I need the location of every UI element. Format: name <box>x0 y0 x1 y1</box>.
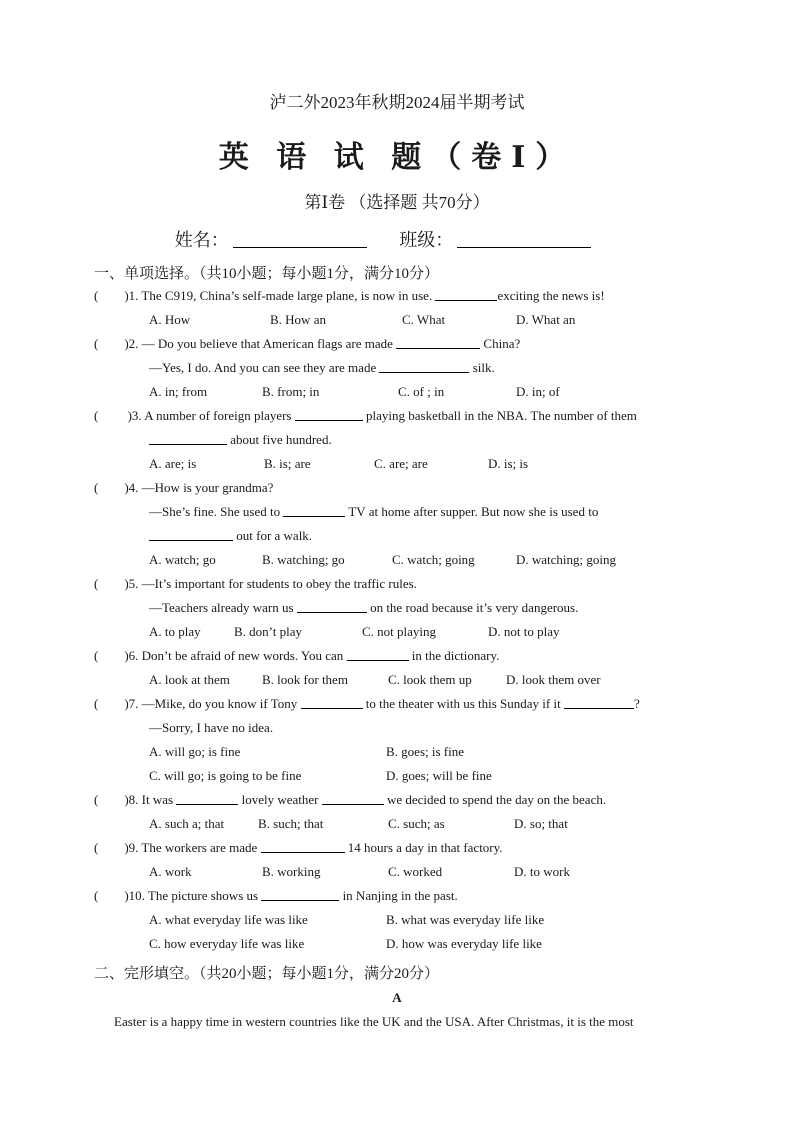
answer-blank <box>564 696 634 709</box>
answer-blank <box>301 696 363 709</box>
answer-bracket[interactable]: ( ) <box>94 696 129 711</box>
question-text: silk. <box>469 360 495 375</box>
question-text: on the road because it’s very dangerous. <box>366 600 579 615</box>
question-text: ? <box>633 696 640 711</box>
question-text: lovely weather <box>238 792 322 807</box>
name-label: 姓名： <box>174 230 229 250</box>
question-text: in the dictionary. <box>408 648 500 663</box>
answer-bracket[interactable]: ( ) <box>94 480 129 495</box>
option-d: D. goes; will be fine <box>386 768 492 783</box>
option-a: A. to play <box>149 624 201 639</box>
question-text: 5. —It’s important for students to obey the traffic rules. <box>128 576 417 591</box>
student-info <box>0 226 794 252</box>
option-a: A. look at them <box>149 672 230 687</box>
question-text: 7. —Mike, do you know if Tony <box>128 696 301 711</box>
subject-title: 英 语 试 题（卷Ⅰ） <box>218 141 576 174</box>
option-d: D. is; is <box>488 456 529 471</box>
question-text: 6. Don’t be afraid of new words. You can <box>128 648 347 663</box>
question-text: 10. The picture shows us <box>128 888 262 903</box>
option-c: C. watch; going <box>392 552 475 567</box>
name-blank[interactable] <box>233 231 367 248</box>
option-b: B. How an <box>270 312 326 327</box>
question-3 <box>94 408 637 424</box>
question-10 <box>94 888 458 904</box>
option-c: C. What <box>402 312 446 327</box>
answer-blank <box>379 360 469 373</box>
option-a: A. work <box>149 864 192 879</box>
question-2-line-2 <box>149 360 495 376</box>
option-a: A. in; from <box>149 384 208 399</box>
question-5 <box>94 576 417 592</box>
option-a: A. watch; go <box>149 552 216 567</box>
option-d: D. What an <box>516 312 576 327</box>
question-text: 1. The C919, China’s self-made large plane, is now in use. <box>128 288 436 303</box>
answer-blank <box>283 504 345 517</box>
question-9 <box>94 840 503 856</box>
class-blank[interactable] <box>457 231 591 248</box>
option-b: B. don’t play <box>234 624 303 639</box>
question-text: we decided to spend the day on the beach. <box>383 792 607 807</box>
question-text: exciting the news is! <box>497 288 605 303</box>
answer-blank <box>261 840 345 853</box>
question-2 <box>94 336 520 352</box>
option-a: A. such a; that <box>149 816 225 831</box>
question-text: 9. The workers are made <box>128 840 261 855</box>
answer-blank <box>176 792 238 805</box>
answer-bracket[interactable]: ( ) <box>94 288 129 303</box>
part-title: 第Ⅰ卷 （选择题 共70分） <box>304 193 490 212</box>
question-1 <box>94 288 605 304</box>
option-d: D. so; that <box>514 816 568 831</box>
question-text: —Teachers already warn us <box>149 600 297 615</box>
question-3-line-2 <box>149 432 332 448</box>
answer-bracket[interactable]: ( ) <box>94 840 129 855</box>
question-text: playing basketball in the NBA. The number of them <box>362 408 637 423</box>
option-b: B. is; are <box>264 456 311 471</box>
option-c: C. look them up <box>388 672 472 687</box>
answer-blank <box>149 528 233 541</box>
option-d: D. in; of <box>516 384 560 399</box>
question-4-line-3 <box>149 528 312 544</box>
option-c: C. will go; is going to be fine <box>149 768 302 783</box>
question-8 <box>94 792 606 808</box>
option-c: C. such; as <box>388 816 445 831</box>
answer-blank <box>261 888 339 901</box>
answer-bracket[interactable]: ( ) <box>94 792 129 807</box>
class-label: 班级： <box>399 230 454 250</box>
question-text: 8. It was <box>128 792 177 807</box>
question-text: TV at home after supper. But now she is used to <box>345 504 599 519</box>
answer-blank <box>149 432 227 445</box>
question-text: in Nanjing in the past. <box>339 888 458 903</box>
option-c: C. worked <box>388 864 443 879</box>
question-text: 3. A number of foreign players <box>131 408 295 423</box>
question-text: 4. —How is your grandma? <box>128 480 274 495</box>
answer-bracket[interactable]: ( ) <box>94 888 129 903</box>
answer-blank <box>435 288 497 301</box>
answer-bracket[interactable]: ( ) <box>94 336 129 351</box>
question-text: out for a walk. <box>233 528 313 543</box>
option-a: A. How <box>149 312 191 327</box>
question-4 <box>94 480 273 496</box>
answer-bracket[interactable]: ( ) <box>94 648 129 663</box>
question-6 <box>94 648 499 664</box>
option-c: C. how everyday life was like <box>149 936 305 951</box>
question-7-line-2: —Sorry, I have no idea. <box>149 720 274 735</box>
question-text: to the theater with us this Sunday if it <box>362 696 564 711</box>
option-b: B. goes; is fine <box>386 744 464 759</box>
option-b: B. from; in <box>262 384 320 399</box>
option-c: C. are; are <box>374 456 428 471</box>
exam-name: 泸二外2023年秋期2024届半期考试 <box>269 93 525 112</box>
question-text: —She’s fine. She used to <box>149 504 284 519</box>
answer-blank <box>295 408 363 421</box>
option-d: D. how was everyday life like <box>386 936 542 951</box>
answer-blank <box>396 336 480 349</box>
question-text: 2. — Do you believe that American flags are made <box>128 336 397 351</box>
option-d: D. not to play <box>488 624 560 639</box>
question-text: China? <box>480 336 521 351</box>
question-text: 14 hours a day in that factory. <box>344 840 503 855</box>
option-b: B. such; that <box>258 816 324 831</box>
option-a: A. are; is <box>149 456 197 471</box>
passage-label: A <box>392 990 402 1005</box>
answer-bracket[interactable]: ( ) <box>94 576 129 591</box>
question-text: about five hundred. <box>227 432 332 447</box>
option-b: B. look for them <box>262 672 348 687</box>
option-b: B. working <box>262 864 321 879</box>
option-b: B. what was everyday life like <box>386 912 545 927</box>
option-a: A. what everyday life was like <box>149 912 308 927</box>
option-c: C. of ; in <box>398 384 445 399</box>
section-2-title: 二、完形填空。（共20小题；每小题1分，满分20分） <box>94 966 440 982</box>
option-d: D. look them over <box>506 672 601 687</box>
section-1-title: 一、单项选择。（共10小题；每小题1分，满分10分） <box>94 266 440 282</box>
question-4-line-2 <box>149 504 598 520</box>
question-7 <box>94 696 640 712</box>
answer-blank <box>322 792 384 805</box>
question-text: —Yes, I do. And you can see they are made <box>149 360 380 375</box>
option-b: B. watching; go <box>262 552 345 567</box>
answer-blank <box>297 600 367 613</box>
option-d: D. watching; going <box>516 552 617 567</box>
option-d: D. to work <box>514 864 570 879</box>
option-c: C. not playing <box>362 624 437 639</box>
answer-blank <box>347 648 409 661</box>
passage-text: Easter is a happy time in western countries like the UK and the USA. After Christmas, it is the most <box>114 1014 634 1029</box>
question-5-line-2 <box>149 600 578 616</box>
option-a: A. will go; is fine <box>149 744 241 759</box>
answer-bracket[interactable]: ( ) <box>94 408 132 423</box>
